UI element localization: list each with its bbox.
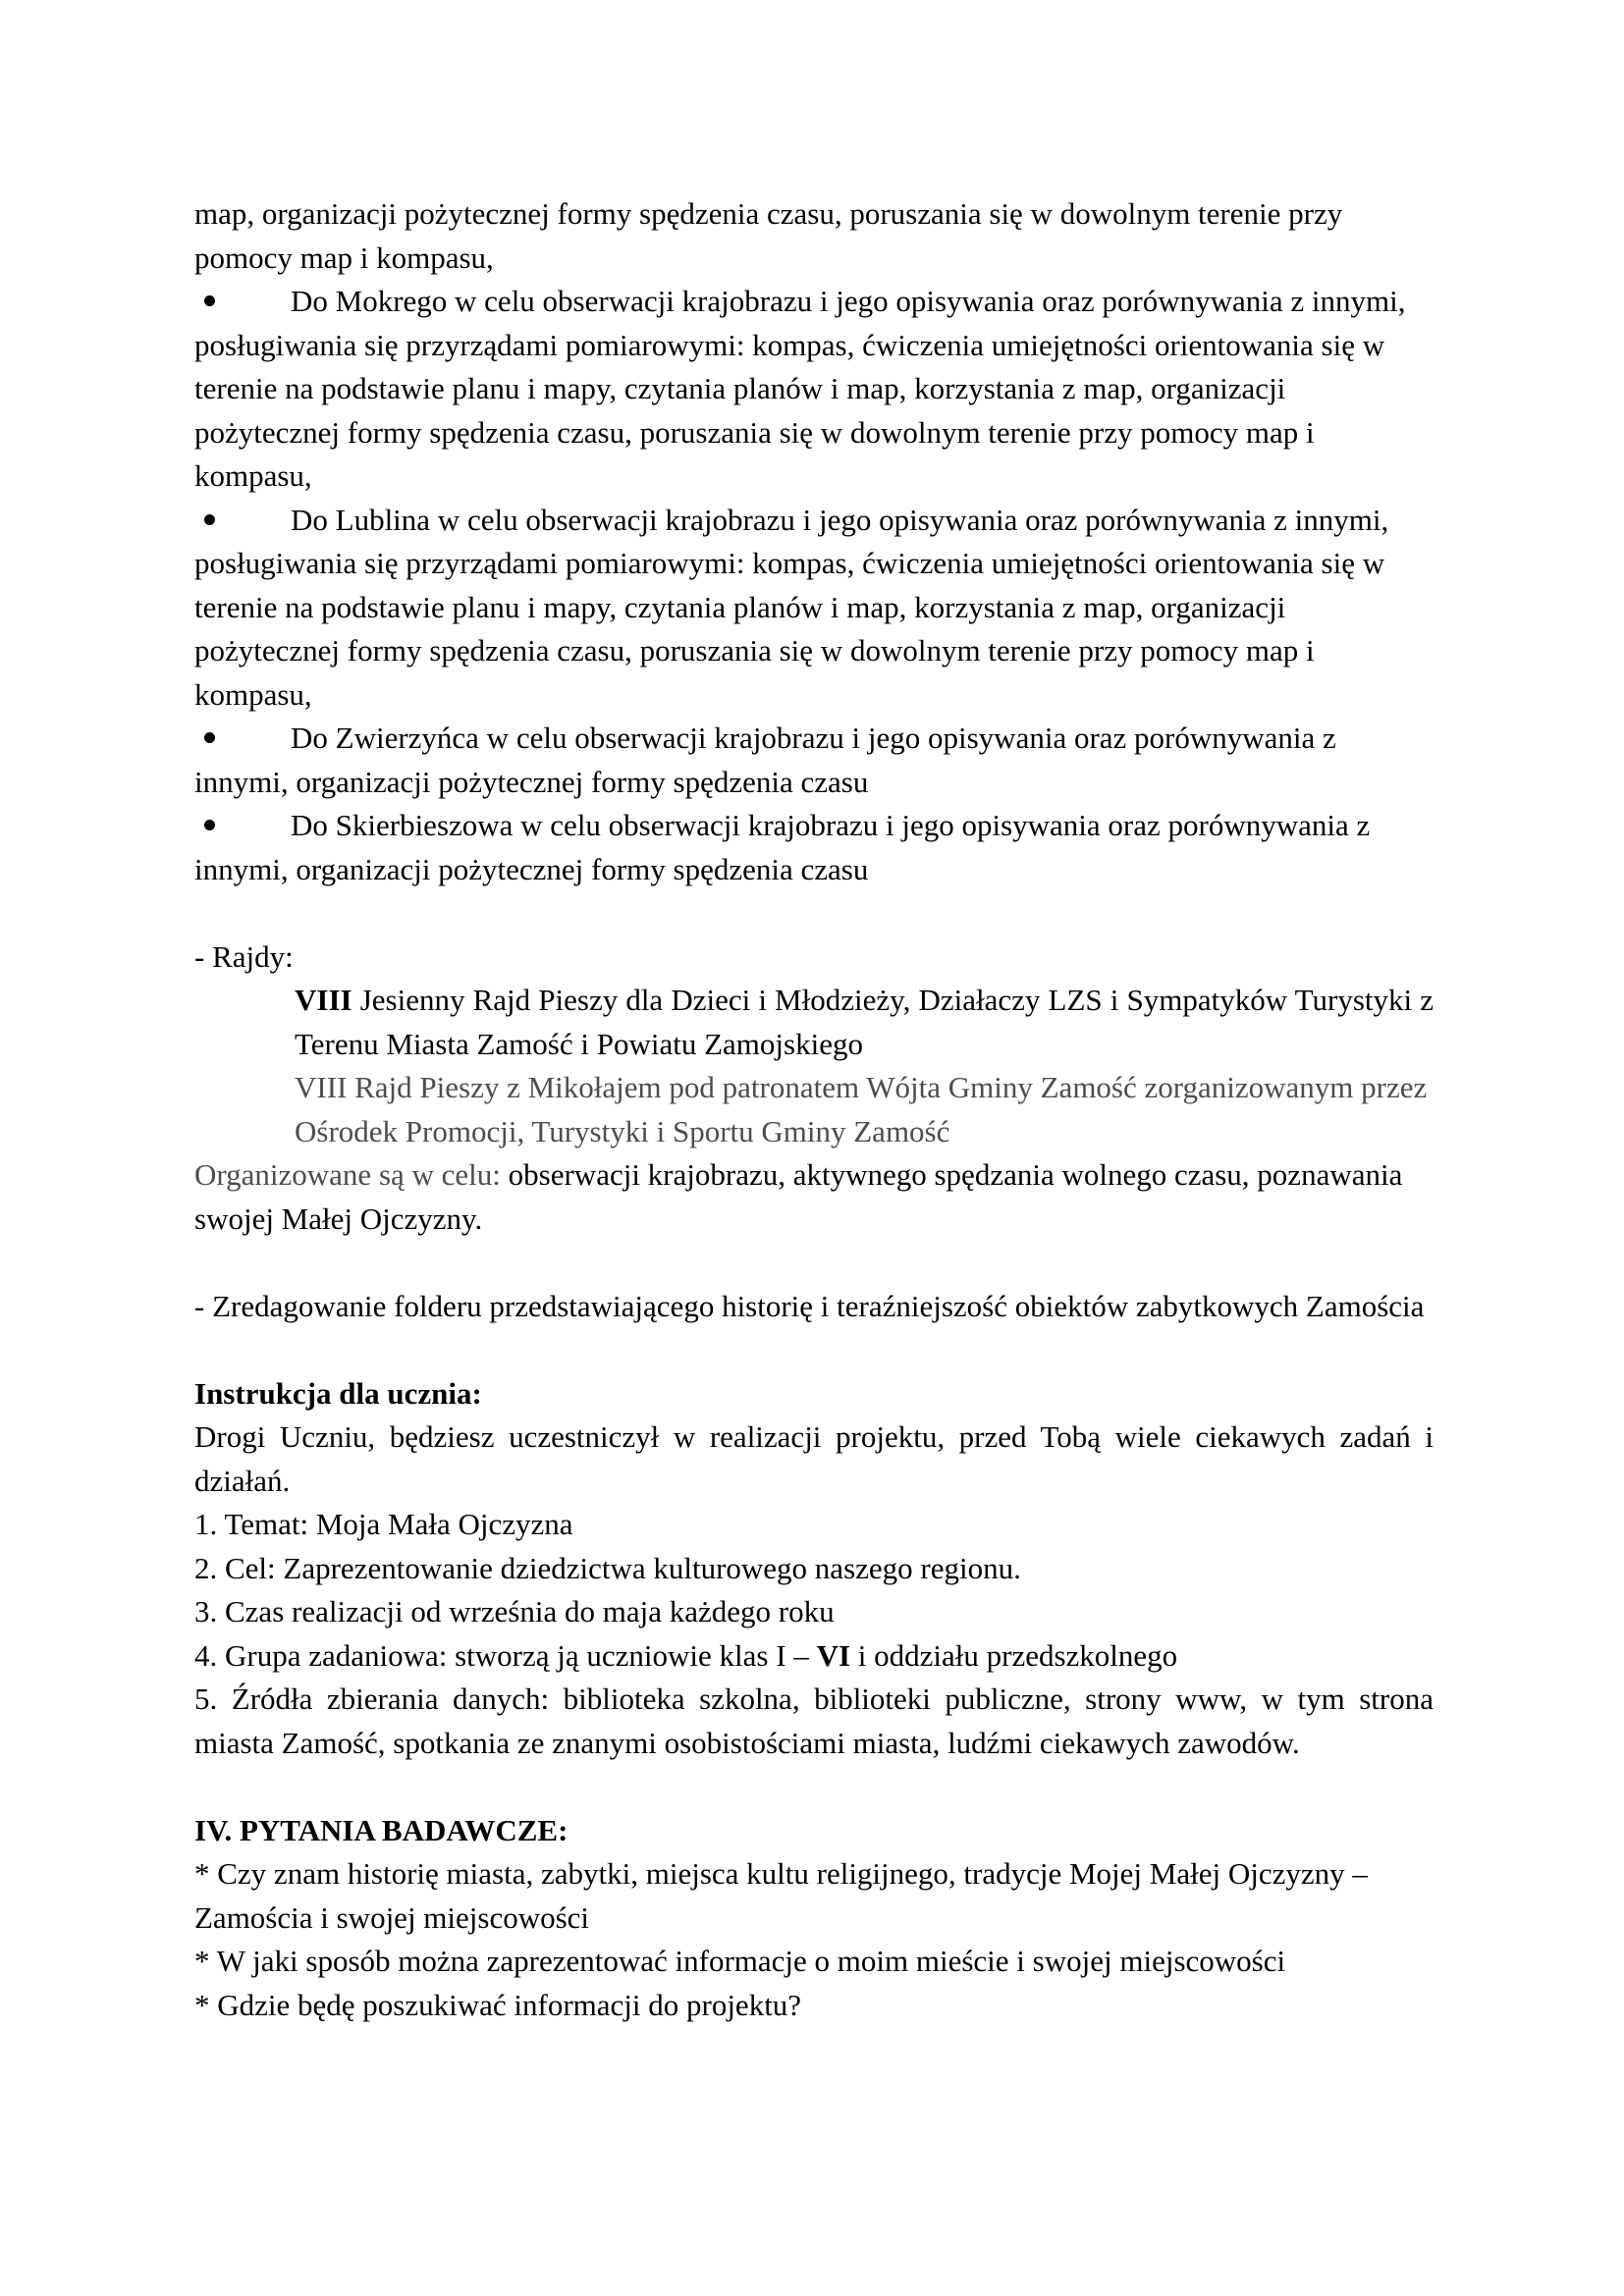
instruction-item-4: 4. Grupa zadaniowa: stworzą ją uczniowie klas I – VI i oddziału przedszkolnego bbox=[194, 1637, 1178, 1673]
spacer bbox=[194, 891, 1434, 935]
paragraph-continuation: map, organizacji pożytecznej formy spędzenia czasu, poruszania się w dowolnym terenie przy pomocy map i kompasu, bbox=[194, 196, 1343, 275]
research-question-1: * Czy znam historię miasta, zabytki, miejsca kultu religijnego, tradycje Mojej Małej Ojczyzny – Zamościa i swojej miejscowości bbox=[194, 1856, 1368, 1935]
bullet-icon bbox=[194, 499, 291, 543]
research-question-2: * W jaki sposób można zaprezentować informacje o moim mieście i swojej miejscowości bbox=[194, 1944, 1286, 1978]
list-item-mokre: Do Mokrego w celu obserwacji krajobrazu i jego opisywania oraz porównywania z innymi, posługiwania się przyrządami pomiarowymi: kompas, ćwiczenia umiejętności orientowania się w terenie na podstawie planu i mapy, czytania planów i map, korzystania z map, organizacji pożytecznej formy spędzenia czasu, poruszania się w dowolnym terenie przy pomocy map i kompasu, bbox=[194, 280, 1434, 499]
instruction-item-3: 3. Czas realizacji od września do maja każdego roku bbox=[194, 1594, 835, 1629]
list-item-skierbieszow: Do Skierbieszowa w celu obserwacji krajobrazu i jego opisywania oraz porównywania z innymi, organizacji pożytecznej formy spędzenia czasu bbox=[194, 804, 1434, 891]
instruction-intro: Drogi Uczniu, będziesz uczestniczył w realizacji projektu, przed Tobą wiele ciekawych zadań i działań. bbox=[194, 1419, 1434, 1498]
list-item-lublin: Do Lublina w celu obserwacji krajobrazu i jego opisywania oraz porównywania z innymi, posługiwania się przyrządami pomiarowymi: kompas, ćwiczenia umiejętności orientowania się w terenie na podstawie planu i mapy, czytania planów i map, korzystania z map, organizacji pożytecznej formy spędzenia czasu, poruszania się w dowolnym terenie przy pomocy map i kompasu, bbox=[194, 499, 1434, 718]
instruction-item-1: 1. Temat: Moja Mała Ojczyzna bbox=[194, 1507, 573, 1541]
instruction-heading: Instrukcja dla ucznia: bbox=[194, 1375, 482, 1411]
rajd-item-2: VIII Rajd Pieszy z Mikołajem pod patronatem Wójta Gminy Zamość zorganizowanym przez Ośrodek Promocji, Turystyki i Sportu Gminy Zamość bbox=[295, 1070, 1428, 1148]
spacer bbox=[194, 1765, 1434, 1809]
instruction-item-5: 5. Źródła zbierania danych: biblioteka szkolna, biblioteki publiczne, strony www, w tym strona miasta Zamość, spotkania ze znanymi osobistościami miasta, ludźmi ciekawych zawodów. bbox=[194, 1682, 1434, 1760]
list-item-zwierzyniec: Do Zwierzyńca w celu obserwacji krajobrazu i jego opisywania oraz porównywania z innymi, organizacji pożytecznej formy spędzenia czasu bbox=[194, 717, 1434, 804]
rajdy-heading: - Rajdy: bbox=[194, 938, 294, 974]
bullet-icon bbox=[194, 280, 291, 324]
instruction-item-2: 2. Cel: Zaprezentowanie dziedzictwa kulturowego naszego regionu. bbox=[194, 1550, 1021, 1585]
spacer bbox=[194, 1241, 1434, 1285]
research-question-3: * Gdzie będę poszukiwać informacji do projektu? bbox=[194, 1987, 802, 2022]
spacer bbox=[194, 1328, 1434, 1372]
rajd-item-1: VIII Jesienny Rajd Pieszy dla Dzieci i Młodzieży, Działaczy LZS i Sympatyków Turystyki z Terenu Miasta Zamość i Powiatu Zamojskiego bbox=[295, 983, 1434, 1061]
document-page bbox=[194, 192, 1434, 2027]
bullet-icon bbox=[194, 717, 291, 761]
bullet-icon bbox=[194, 804, 291, 848]
research-questions-heading: IV. PYTANIA BADAWCZE: bbox=[194, 1812, 568, 1847]
rajdy-purpose: Organizowane są w celu: obserwacji krajobrazu, aktywnego spędzania wolnego czasu, poznawania swojej Małej Ojczyzny. bbox=[194, 1157, 1403, 1236]
folder-paragraph: - Zredagowanie folderu przedstawiającego historię i teraźniejszość obiektów zabytkowych Zamościa bbox=[194, 1288, 1425, 1323]
